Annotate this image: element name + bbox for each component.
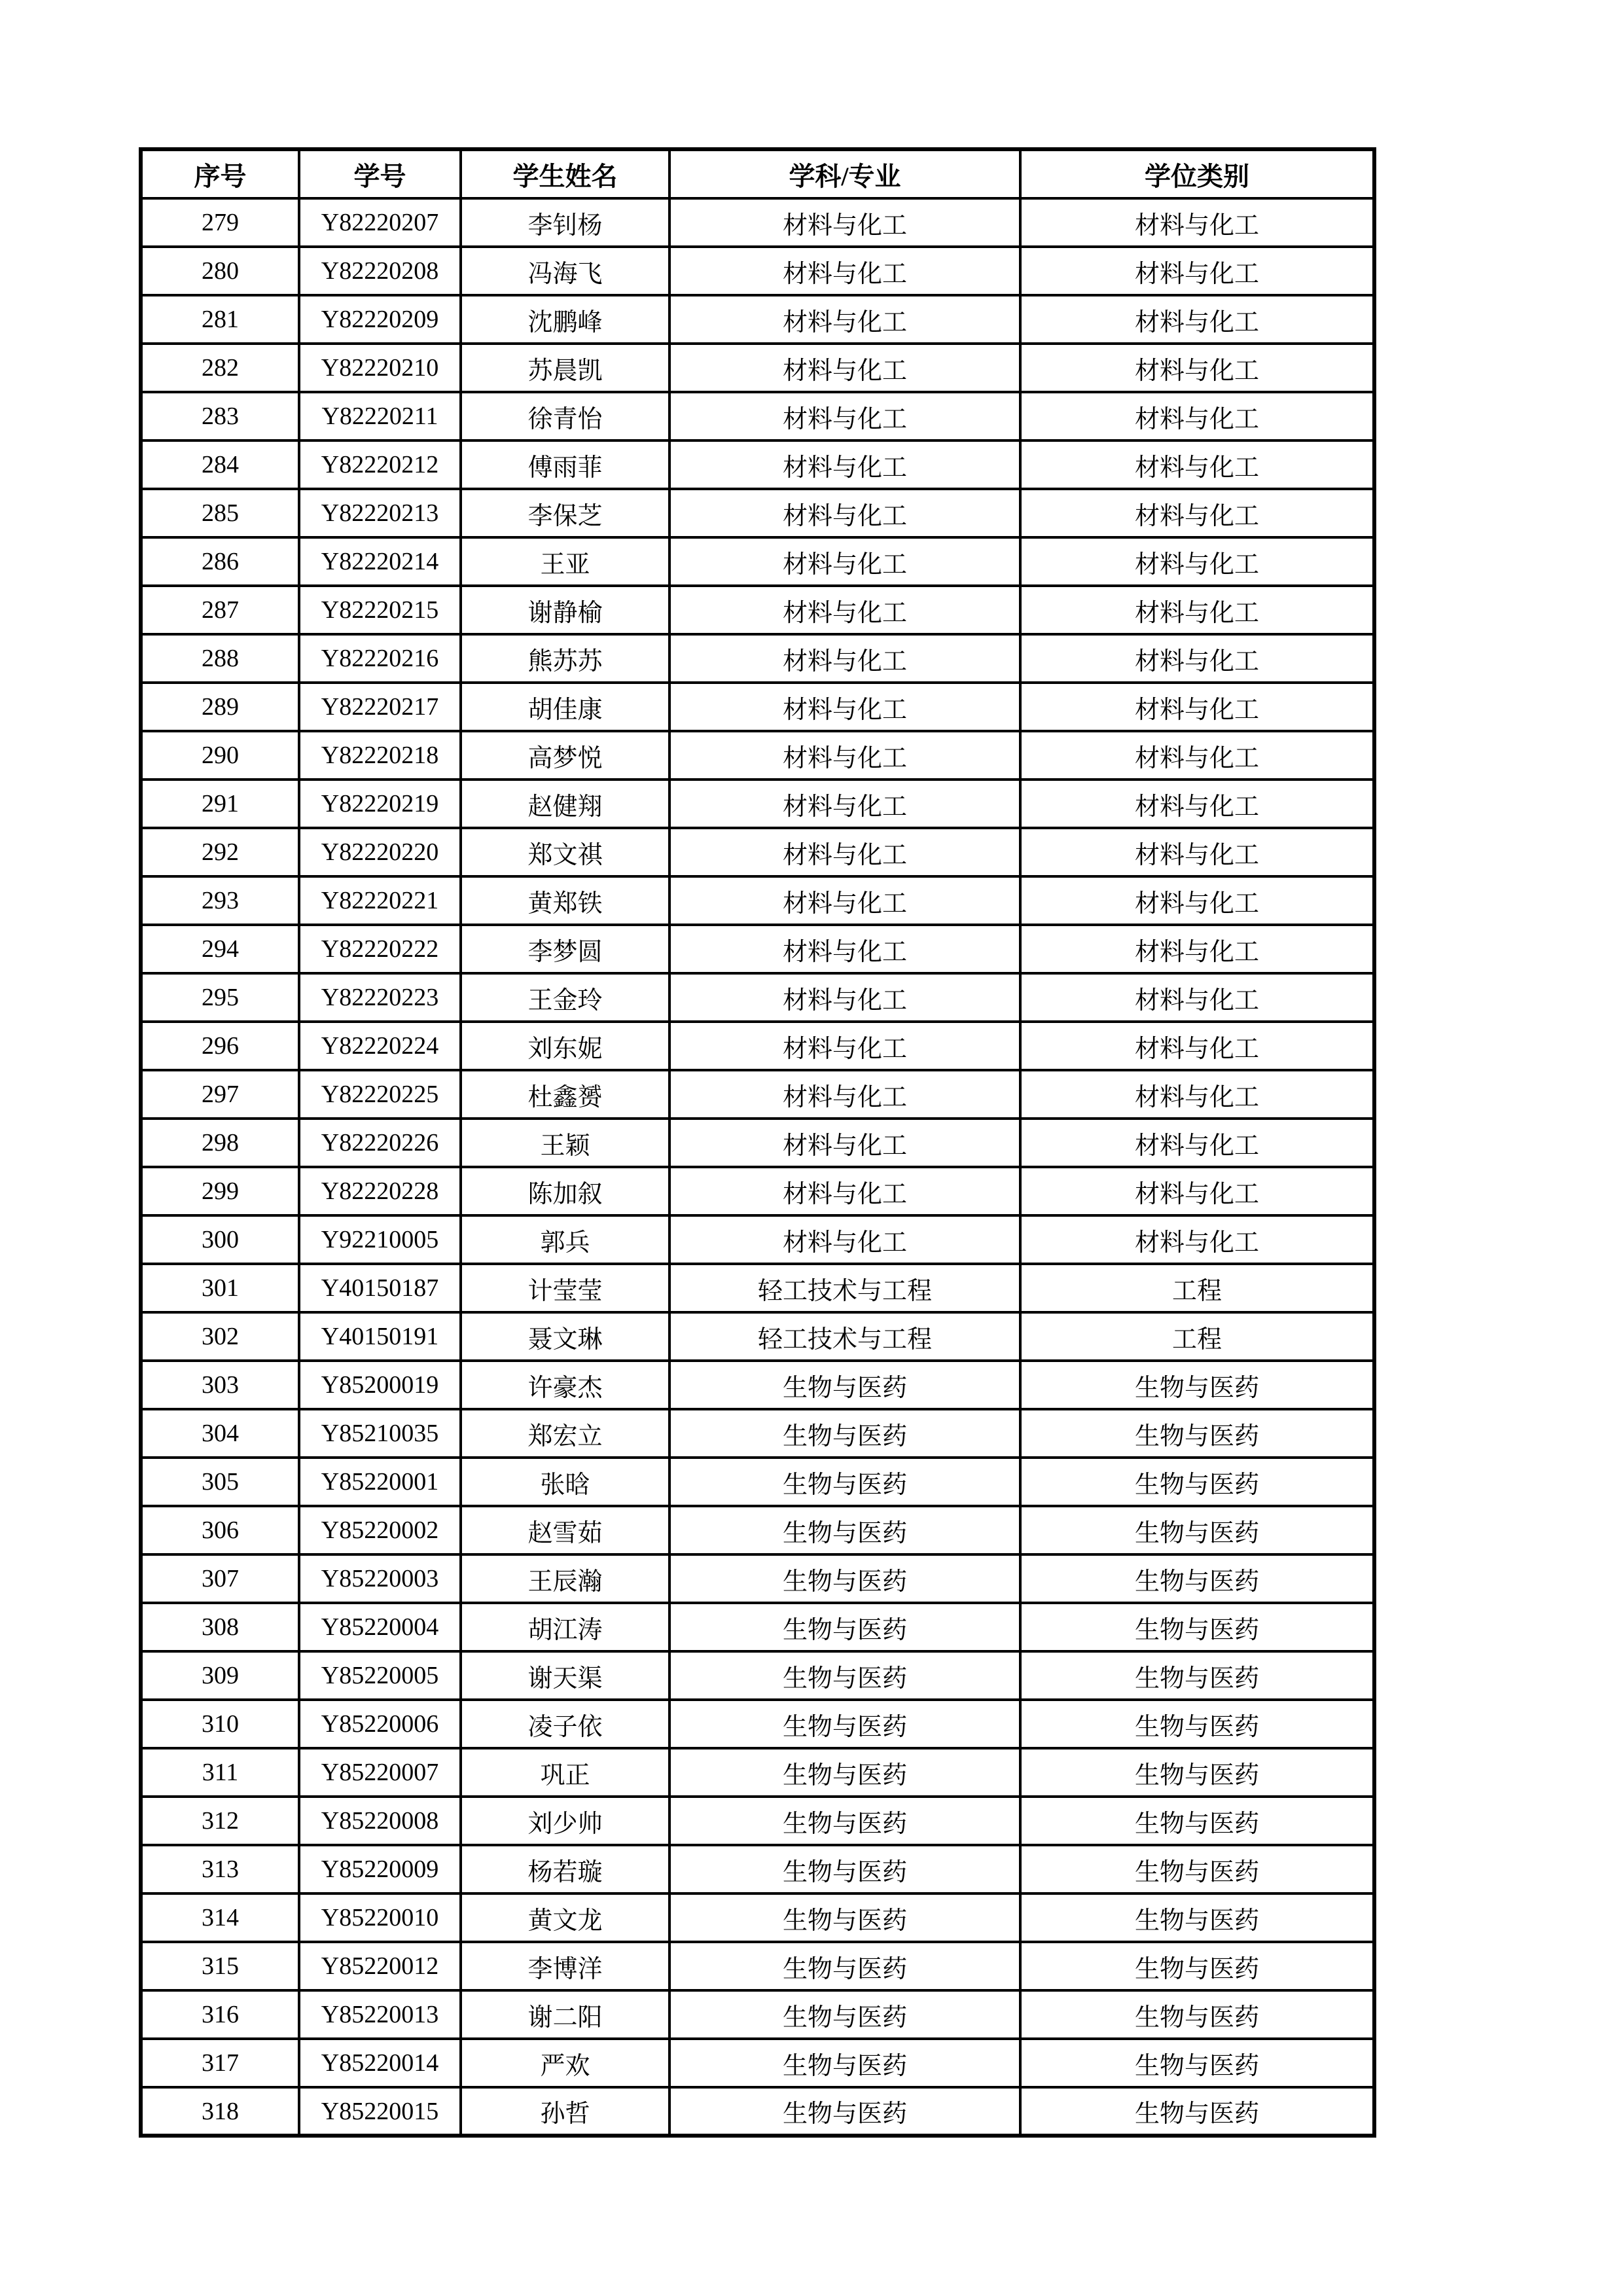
cell-student-name: 严欢 — [461, 2039, 669, 2087]
cell-degree-category: 材料与化工 — [1020, 586, 1374, 634]
cell-student-name: 王金玲 — [461, 973, 669, 1022]
cell-degree-category: 生物与医药 — [1020, 1554, 1374, 1603]
column-header-major: 学科/专业 — [669, 149, 1020, 198]
cell-degree-category: 材料与化工 — [1020, 1022, 1374, 1070]
cell-degree-category: 材料与化工 — [1020, 634, 1374, 683]
cell-degree-category: 生物与医药 — [1020, 1458, 1374, 1506]
cell-major: 材料与化工 — [669, 392, 1020, 440]
cell-major: 材料与化工 — [669, 489, 1020, 537]
cell-student-name: 赵雪茹 — [461, 1506, 669, 1554]
cell-major: 轻工技术与工程 — [669, 1312, 1020, 1361]
cell-student-id: Y82220226 — [299, 1119, 461, 1167]
cell-serial-number: 304 — [141, 1409, 299, 1458]
cell-degree-category: 生物与医药 — [1020, 1603, 1374, 1651]
cell-student-name: 刘少帅 — [461, 1797, 669, 1845]
document-sheet — [139, 147, 1376, 2138]
cell-serial-number: 285 — [141, 489, 299, 537]
cell-student-name: 谢二阳 — [461, 1990, 669, 2039]
cell-student-name: 徐青怡 — [461, 392, 669, 440]
cell-student-name: 王亚 — [461, 537, 669, 586]
cell-major: 材料与化工 — [669, 1119, 1020, 1167]
cell-student-id: Y82220225 — [299, 1070, 461, 1119]
cell-major: 材料与化工 — [669, 683, 1020, 731]
cell-serial-number: 287 — [141, 586, 299, 634]
table-row — [141, 1990, 1374, 2039]
cell-major: 材料与化工 — [669, 828, 1020, 876]
cell-student-id: Y82220214 — [299, 537, 461, 586]
cell-major: 材料与化工 — [669, 295, 1020, 344]
table-row — [141, 344, 1374, 392]
cell-student-id: Y85220003 — [299, 1554, 461, 1603]
cell-serial-number: 298 — [141, 1119, 299, 1167]
cell-student-id: Y85220014 — [299, 2039, 461, 2087]
cell-degree-category: 生物与医药 — [1020, 1845, 1374, 1893]
cell-major: 材料与化工 — [669, 247, 1020, 295]
cell-student-name: 李钊杨 — [461, 198, 669, 247]
cell-student-name: 杜鑫赟 — [461, 1070, 669, 1119]
header-row — [141, 149, 1374, 198]
cell-degree-category: 材料与化工 — [1020, 876, 1374, 925]
cell-serial-number: 294 — [141, 925, 299, 973]
cell-student-id: Y85220012 — [299, 1942, 461, 1990]
table-row — [141, 828, 1374, 876]
cell-major: 生物与医药 — [669, 1409, 1020, 1458]
cell-major: 轻工技术与工程 — [669, 1264, 1020, 1312]
cell-student-id: Y85220013 — [299, 1990, 461, 2039]
cell-degree-category: 工程 — [1020, 1264, 1374, 1312]
cell-student-id: Y82220216 — [299, 634, 461, 683]
cell-major: 生物与医药 — [669, 1942, 1020, 1990]
cell-student-name: 傅雨菲 — [461, 440, 669, 489]
cell-major: 生物与医药 — [669, 1506, 1020, 1554]
cell-major: 生物与医药 — [669, 1845, 1020, 1893]
cell-student-id: Y85220006 — [299, 1700, 461, 1748]
cell-student-id: Y82220220 — [299, 828, 461, 876]
cell-serial-number: 312 — [141, 1797, 299, 1845]
table-row — [141, 1264, 1374, 1312]
cell-serial-number: 297 — [141, 1070, 299, 1119]
cell-student-name: 胡佳康 — [461, 683, 669, 731]
table-row — [141, 1361, 1374, 1409]
cell-student-name: 郭兵 — [461, 1215, 669, 1264]
table-row — [141, 392, 1374, 440]
cell-serial-number: 309 — [141, 1651, 299, 1700]
table-row — [141, 1119, 1374, 1167]
cell-student-id: Y82220210 — [299, 344, 461, 392]
cell-major: 材料与化工 — [669, 780, 1020, 828]
cell-degree-category: 材料与化工 — [1020, 247, 1374, 295]
cell-major: 生物与医药 — [669, 2087, 1020, 2136]
cell-degree-category: 材料与化工 — [1020, 1215, 1374, 1264]
cell-degree-category: 生物与医药 — [1020, 1942, 1374, 1990]
cell-student-name: 杨若璇 — [461, 1845, 669, 1893]
cell-major: 生物与医药 — [669, 1361, 1020, 1409]
cell-major: 生物与医药 — [669, 1458, 1020, 1506]
column-header-student-name: 学生姓名 — [461, 149, 669, 198]
table-row — [141, 1506, 1374, 1554]
cell-student-name: 聂文琳 — [461, 1312, 669, 1361]
table-row — [141, 537, 1374, 586]
cell-major: 材料与化工 — [669, 344, 1020, 392]
student-table — [139, 147, 1376, 2138]
student-table-body — [141, 198, 1374, 2136]
table-row — [141, 1070, 1374, 1119]
column-header-degree-category: 学位类别 — [1020, 149, 1374, 198]
column-header-serial-number: 序号 — [141, 149, 299, 198]
table-row — [141, 1845, 1374, 1893]
cell-serial-number: 314 — [141, 1893, 299, 1942]
cell-student-id: Y82220209 — [299, 295, 461, 344]
cell-major: 生物与医药 — [669, 1700, 1020, 1748]
cell-serial-number: 307 — [141, 1554, 299, 1603]
cell-student-id: Y85220008 — [299, 1797, 461, 1845]
cell-student-id: Y82220219 — [299, 780, 461, 828]
cell-serial-number: 283 — [141, 392, 299, 440]
cell-student-name: 郑宏立 — [461, 1409, 669, 1458]
cell-degree-category: 材料与化工 — [1020, 780, 1374, 828]
cell-degree-category: 工程 — [1020, 1312, 1374, 1361]
cell-serial-number: 315 — [141, 1942, 299, 1990]
cell-student-name: 计莹莹 — [461, 1264, 669, 1312]
cell-degree-category: 材料与化工 — [1020, 392, 1374, 440]
table-row — [141, 1651, 1374, 1700]
cell-serial-number: 313 — [141, 1845, 299, 1893]
cell-degree-category: 材料与化工 — [1020, 344, 1374, 392]
table-row — [141, 1022, 1374, 1070]
table-row — [141, 1893, 1374, 1942]
cell-student-name: 谢天渠 — [461, 1651, 669, 1700]
table-row — [141, 247, 1374, 295]
table-row — [141, 876, 1374, 925]
cell-student-name: 刘东妮 — [461, 1022, 669, 1070]
cell-student-name: 沈鹏峰 — [461, 295, 669, 344]
cell-serial-number: 318 — [141, 2087, 299, 2136]
cell-student-name: 胡江涛 — [461, 1603, 669, 1651]
cell-major: 材料与化工 — [669, 876, 1020, 925]
cell-major: 生物与医药 — [669, 1797, 1020, 1845]
cell-serial-number: 295 — [141, 973, 299, 1022]
cell-student-name: 孙哲 — [461, 2087, 669, 2136]
table-row — [141, 1215, 1374, 1264]
cell-student-id: Y85220001 — [299, 1458, 461, 1506]
cell-student-name: 黄文龙 — [461, 1893, 669, 1942]
cell-student-id: Y85220007 — [299, 1748, 461, 1797]
cell-student-id: Y40150191 — [299, 1312, 461, 1361]
table-row — [141, 1797, 1374, 1845]
cell-serial-number: 286 — [141, 537, 299, 586]
cell-degree-category: 生物与医药 — [1020, 1506, 1374, 1554]
cell-student-name: 王辰瀚 — [461, 1554, 669, 1603]
cell-student-id: Y82220212 — [299, 440, 461, 489]
cell-degree-category: 材料与化工 — [1020, 537, 1374, 586]
cell-major: 生物与医药 — [669, 1651, 1020, 1700]
table-row — [141, 1458, 1374, 1506]
cell-serial-number: 289 — [141, 683, 299, 731]
cell-serial-number: 303 — [141, 1361, 299, 1409]
cell-serial-number: 310 — [141, 1700, 299, 1748]
cell-degree-category: 生物与医药 — [1020, 1797, 1374, 1845]
cell-major: 材料与化工 — [669, 1167, 1020, 1215]
cell-student-name: 巩正 — [461, 1748, 669, 1797]
cell-degree-category: 材料与化工 — [1020, 683, 1374, 731]
cell-student-id: Y82220223 — [299, 973, 461, 1022]
cell-student-name: 熊苏苏 — [461, 634, 669, 683]
cell-degree-category: 生物与医药 — [1020, 2039, 1374, 2087]
cell-student-name: 凌子依 — [461, 1700, 669, 1748]
cell-student-id: Y85220009 — [299, 1845, 461, 1893]
table-row — [141, 1312, 1374, 1361]
cell-student-id: Y85200019 — [299, 1361, 461, 1409]
cell-student-id: Y82220211 — [299, 392, 461, 440]
cell-student-name: 谢静榆 — [461, 586, 669, 634]
cell-degree-category: 材料与化工 — [1020, 925, 1374, 973]
cell-major: 材料与化工 — [669, 731, 1020, 780]
cell-student-id: Y82220213 — [299, 489, 461, 537]
table-row — [141, 2039, 1374, 2087]
cell-major: 材料与化工 — [669, 925, 1020, 973]
cell-major: 材料与化工 — [669, 198, 1020, 247]
cell-major: 材料与化工 — [669, 973, 1020, 1022]
cell-student-name: 陈加叙 — [461, 1167, 669, 1215]
cell-major: 材料与化工 — [669, 586, 1020, 634]
cell-student-name: 李保芝 — [461, 489, 669, 537]
cell-degree-category: 生物与医药 — [1020, 1651, 1374, 1700]
cell-student-name: 李梦圆 — [461, 925, 669, 973]
cell-student-id: Y82220224 — [299, 1022, 461, 1070]
cell-major: 生物与医药 — [669, 1554, 1020, 1603]
cell-student-name: 王颖 — [461, 1119, 669, 1167]
cell-serial-number: 282 — [141, 344, 299, 392]
cell-student-name: 苏晨凯 — [461, 344, 669, 392]
cell-degree-category: 材料与化工 — [1020, 198, 1374, 247]
cell-degree-category: 材料与化工 — [1020, 731, 1374, 780]
cell-student-name: 张晗 — [461, 1458, 669, 1506]
cell-major: 材料与化工 — [669, 1215, 1020, 1264]
table-row — [141, 2087, 1374, 2136]
cell-degree-category: 生物与医药 — [1020, 1409, 1374, 1458]
table-row — [141, 295, 1374, 344]
cell-student-id: Y85220002 — [299, 1506, 461, 1554]
cell-serial-number: 292 — [141, 828, 299, 876]
table-row — [141, 586, 1374, 634]
cell-serial-number: 291 — [141, 780, 299, 828]
cell-major: 材料与化工 — [669, 634, 1020, 683]
cell-student-id: Y85220010 — [299, 1893, 461, 1942]
cell-student-id: Y82220221 — [299, 876, 461, 925]
table-row — [141, 1167, 1374, 1215]
cell-degree-category: 材料与化工 — [1020, 1070, 1374, 1119]
cell-major: 生物与医药 — [669, 2039, 1020, 2087]
cell-serial-number: 302 — [141, 1312, 299, 1361]
cell-student-id: Y82220207 — [299, 198, 461, 247]
cell-major: 材料与化工 — [669, 537, 1020, 586]
cell-student-name: 高梦悦 — [461, 731, 669, 780]
cell-major: 生物与医药 — [669, 1748, 1020, 1797]
table-row — [141, 489, 1374, 537]
table-row — [141, 1942, 1374, 1990]
cell-serial-number: 317 — [141, 2039, 299, 2087]
table-row — [141, 1748, 1374, 1797]
cell-student-id: Y82220217 — [299, 683, 461, 731]
cell-serial-number: 308 — [141, 1603, 299, 1651]
cell-serial-number: 300 — [141, 1215, 299, 1264]
cell-major: 生物与医药 — [669, 1603, 1020, 1651]
cell-major: 生物与医药 — [669, 1990, 1020, 2039]
table-row — [141, 1554, 1374, 1603]
cell-student-name: 李博洋 — [461, 1942, 669, 1990]
cell-serial-number: 281 — [141, 295, 299, 344]
cell-major: 生物与医药 — [669, 1893, 1020, 1942]
cell-serial-number: 305 — [141, 1458, 299, 1506]
cell-serial-number: 280 — [141, 247, 299, 295]
table-row — [141, 973, 1374, 1022]
cell-degree-category: 生物与医药 — [1020, 1700, 1374, 1748]
cell-degree-category: 材料与化工 — [1020, 828, 1374, 876]
cell-degree-category: 生物与医药 — [1020, 1748, 1374, 1797]
cell-serial-number: 306 — [141, 1506, 299, 1554]
cell-student-name: 郑文祺 — [461, 828, 669, 876]
cell-student-id: Y82220228 — [299, 1167, 461, 1215]
cell-student-id: Y82220222 — [299, 925, 461, 973]
cell-serial-number: 279 — [141, 198, 299, 247]
table-row — [141, 1603, 1374, 1651]
cell-major: 材料与化工 — [669, 1022, 1020, 1070]
cell-major: 材料与化工 — [669, 1070, 1020, 1119]
cell-degree-category: 生物与医药 — [1020, 2087, 1374, 2136]
table-row — [141, 683, 1374, 731]
cell-serial-number: 296 — [141, 1022, 299, 1070]
table-row — [141, 440, 1374, 489]
cell-degree-category: 生物与医药 — [1020, 1990, 1374, 2039]
cell-degree-category: 生物与医药 — [1020, 1893, 1374, 1942]
cell-student-id: Y82220218 — [299, 731, 461, 780]
cell-degree-category: 材料与化工 — [1020, 489, 1374, 537]
table-row — [141, 731, 1374, 780]
cell-student-id: Y82220215 — [299, 586, 461, 634]
column-header-student-id: 学号 — [299, 149, 461, 198]
cell-student-name: 冯海飞 — [461, 247, 669, 295]
cell-serial-number: 288 — [141, 634, 299, 683]
cell-degree-category: 生物与医药 — [1020, 1361, 1374, 1409]
cell-serial-number: 316 — [141, 1990, 299, 2039]
table-row — [141, 634, 1374, 683]
cell-serial-number: 311 — [141, 1748, 299, 1797]
table-row — [141, 1700, 1374, 1748]
cell-student-id: Y92210005 — [299, 1215, 461, 1264]
cell-student-name: 赵健翔 — [461, 780, 669, 828]
cell-student-id: Y85220004 — [299, 1603, 461, 1651]
cell-degree-category: 材料与化工 — [1020, 1167, 1374, 1215]
cell-student-id: Y85220015 — [299, 2087, 461, 2136]
cell-major: 材料与化工 — [669, 440, 1020, 489]
cell-student-id: Y82220208 — [299, 247, 461, 295]
cell-student-name: 黄郑铁 — [461, 876, 669, 925]
table-row — [141, 780, 1374, 828]
cell-serial-number: 299 — [141, 1167, 299, 1215]
cell-serial-number: 290 — [141, 731, 299, 780]
cell-degree-category: 材料与化工 — [1020, 1119, 1374, 1167]
cell-student-name: 许豪杰 — [461, 1361, 669, 1409]
table-row — [141, 925, 1374, 973]
student-table-header — [141, 149, 1374, 198]
cell-student-id: Y85220005 — [299, 1651, 461, 1700]
cell-serial-number: 293 — [141, 876, 299, 925]
cell-student-id: Y40150187 — [299, 1264, 461, 1312]
cell-serial-number: 301 — [141, 1264, 299, 1312]
cell-degree-category: 材料与化工 — [1020, 440, 1374, 489]
table-row — [141, 1409, 1374, 1458]
cell-serial-number: 284 — [141, 440, 299, 489]
cell-degree-category: 材料与化工 — [1020, 295, 1374, 344]
table-row — [141, 198, 1374, 247]
cell-degree-category: 材料与化工 — [1020, 973, 1374, 1022]
cell-student-id: Y85210035 — [299, 1409, 461, 1458]
